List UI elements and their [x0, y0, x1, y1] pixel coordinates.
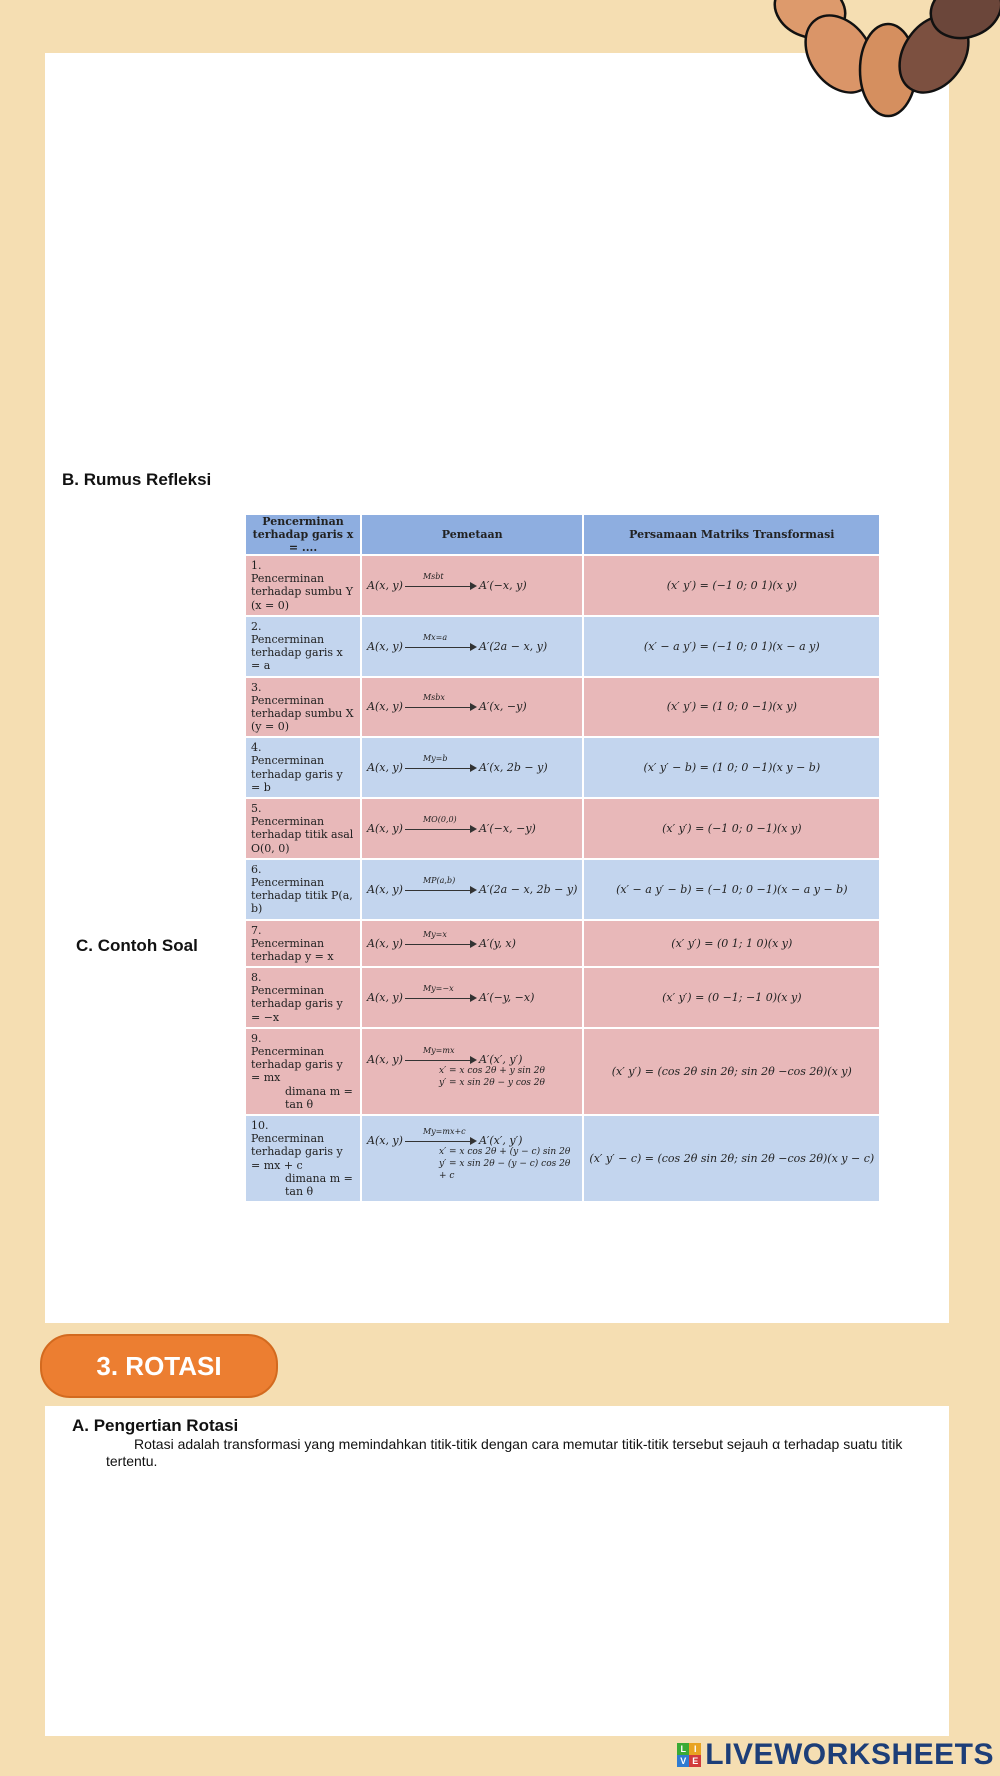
col-header-matriks: Persamaan Matriks Transformasi	[584, 515, 879, 554]
map-from: A(x, y)	[367, 882, 403, 896]
map-from: A(x, y)	[367, 578, 403, 592]
matrix-formula: (x′ y′ − b) = (1 0; 0 −1)(x y − b)	[643, 761, 821, 775]
row-number: 2.	[251, 619, 262, 633]
matrix-formula: (x′ − a y′ − b) = (−1 0; 0 −1)(x − a y − b)	[616, 882, 848, 896]
table-row	[246, 678, 879, 737]
arrow-icon	[405, 983, 477, 1003]
map-from: A(x, y)	[367, 761, 403, 775]
map-from: A(x, y)	[367, 821, 403, 835]
cell-matriks	[584, 738, 879, 797]
row-number: 7.	[251, 923, 262, 937]
row-number: 6.	[251, 862, 262, 876]
cell-pencerminan	[246, 678, 360, 737]
cell-matriks	[584, 678, 879, 737]
cell-pencerminan	[246, 968, 360, 1027]
map-to: A′(x′, y′)	[478, 1053, 523, 1067]
row-number: 3.	[251, 680, 262, 694]
map-operator: MP(a,b)	[422, 875, 456, 885]
row-label: Pencerminan terhadap garis y = −x	[251, 984, 343, 1024]
row-number: 5.	[251, 802, 262, 815]
map-to: A′(x, 2b − y)	[478, 761, 548, 775]
cell-pencerminan	[246, 738, 360, 797]
col-header-pemetaan: Pemetaan	[362, 515, 582, 554]
arrow-icon	[405, 754, 477, 773]
cell-pemetaan	[362, 556, 582, 615]
row-number: 10.	[251, 1118, 269, 1132]
map-operator: Msbx	[422, 693, 445, 703]
row-number: 9.	[251, 1031, 262, 1045]
map-sub-y: y′ = x sin 2θ − y cos 2θ	[439, 1077, 545, 1088]
table-body	[246, 556, 879, 1201]
cell-pencerminan	[246, 860, 360, 919]
arrow-icon	[405, 814, 477, 834]
arrow-icon	[405, 875, 477, 895]
brand-logo-icon	[677, 1743, 701, 1767]
map-from: A(x, y)	[367, 936, 403, 950]
arrow-icon	[405, 571, 477, 591]
row-number: 1.	[251, 559, 262, 572]
matrix-formula: (x′ y′ − c) = (cos 2θ sin 2θ; sin 2θ −cos 2θ)(x y − c)	[589, 1152, 875, 1165]
row-label: Pencerminan terhadap titik P(a, b)	[251, 875, 353, 916]
map-to: A′(2a − x, y)	[478, 639, 548, 653]
rotasi-description: Rotasi adalah transformasi yang memindahkan titik-titik dengan cara memutar titik-titik tersebut sejauh α terhadap suatu titik tertentu.	[106, 1436, 903, 1469]
cell-matriks	[584, 1029, 879, 1114]
matrix-formula: (x′ y′) = (1 0; 0 −1)(x y)	[666, 700, 797, 714]
arrow-icon	[405, 1127, 477, 1146]
map-from: A(x, y)	[367, 639, 403, 653]
row-label: Pencerminan terhadap garis y = b	[251, 754, 343, 794]
row-number: 4.	[251, 741, 262, 755]
map-to: A′(2a − x, 2b − y)	[478, 882, 578, 896]
rotasi-title-badge: 3. ROTASI	[40, 1334, 278, 1398]
matrix-formula: (x′ y′) = (−1 0; 0 −1)(x y)	[662, 821, 802, 835]
cell-matriks	[584, 799, 879, 858]
map-operator: Mx=a	[422, 632, 448, 642]
table-row	[246, 1116, 879, 1201]
map-from: A(x, y)	[367, 1053, 403, 1067]
flower-decoration-icon	[770, 0, 1000, 119]
row-label: Pencerminan terhadap y = x	[251, 936, 334, 963]
cell-matriks	[584, 556, 879, 615]
map-to: A′(−x, −y)	[478, 821, 536, 835]
cell-matriks	[584, 1116, 879, 1201]
table-row	[246, 968, 879, 1027]
table-row	[246, 921, 879, 967]
col-header-pencerminan: Pencerminan terhadap garis x = ....	[246, 515, 360, 554]
table-row	[246, 799, 879, 858]
section-c-heading: C. Contoh Soal	[76, 936, 198, 955]
map-to: A′(−y, −x)	[478, 990, 535, 1004]
cell-matriks	[584, 968, 879, 1027]
arrow-icon	[405, 632, 477, 652]
row-condition: dimana m = tan θ	[285, 1084, 353, 1111]
cell-matriks	[584, 921, 879, 967]
cell-pencerminan	[246, 1029, 360, 1114]
map-to: A′(x, −y)	[478, 700, 527, 714]
cell-pemetaan	[362, 799, 582, 858]
matrix-formula: (x′ y′) = (−1 0; 0 1)(x y)	[666, 578, 797, 592]
cell-pencerminan	[246, 921, 360, 967]
map-to: A′(y, x)	[478, 936, 516, 950]
cell-matriks	[584, 860, 879, 919]
table-row	[246, 860, 879, 919]
map-operator: My=mx	[422, 1046, 455, 1056]
map-to: A′(x′, y′)	[478, 1134, 523, 1148]
arrow-icon	[405, 693, 477, 712]
map-operator: My=x	[422, 929, 447, 939]
table-row	[246, 556, 879, 615]
map-from: A(x, y)	[367, 990, 403, 1004]
map-operator: My=mx+c	[422, 1127, 466, 1137]
map-operator: MO(0,0)	[422, 814, 457, 824]
map-operator: Msbt	[422, 571, 444, 581]
map-from: A(x, y)	[367, 1134, 403, 1148]
map-operator: My=b	[422, 754, 448, 764]
matrix-formula: (x′ y′) = (cos 2θ sin 2θ; sin 2θ −cos 2θ)(x y)	[611, 1064, 852, 1078]
row-label: Pencerminan terhadap titik asal O(0, 0)	[251, 815, 354, 855]
arrow-icon	[405, 1046, 477, 1065]
row-number: 8.	[251, 971, 262, 985]
map-from: A(x, y)	[367, 700, 403, 714]
logo-letter-i: I	[689, 1743, 701, 1755]
cell-pemetaan	[362, 860, 582, 919]
map-sub-y: y′ = x sin 2θ − (y − c) cos 2θ + c	[439, 1159, 571, 1181]
reflection-table	[244, 513, 881, 1203]
cell-pemetaan	[362, 617, 582, 676]
cell-pemetaan	[362, 921, 582, 967]
section-b-heading: B. Rumus Refleksi	[62, 470, 212, 489]
table-row	[246, 1029, 879, 1114]
cell-pemetaan	[362, 738, 582, 797]
table-row	[246, 617, 879, 676]
logo-letter-v: V	[677, 1755, 689, 1767]
row-label: Pencerminan terhadap garis y = mx + c	[251, 1132, 343, 1172]
row-label: Pencerminan terhadap sumbu X (y = 0)	[251, 693, 354, 734]
cell-pemetaan	[362, 678, 582, 737]
map-sub-x: x′ = x cos 2θ + (y − c) sin 2θ	[439, 1147, 571, 1158]
row-label: Pencerminan terhadap garis y = mx	[251, 1045, 343, 1085]
row-condition: dimana m = tan θ	[285, 1171, 353, 1198]
cell-pencerminan	[246, 1116, 360, 1201]
row-label: Pencerminan terhadap sumbu Y (x = 0)	[251, 572, 354, 612]
arrow-icon	[405, 929, 477, 949]
rotasi-subheading: A. Pengertian Rotasi	[72, 1416, 239, 1435]
cell-pencerminan	[246, 556, 360, 615]
cell-matriks	[584, 617, 879, 676]
logo-letter-l: L	[677, 1743, 689, 1755]
brand-text: LIVEWORKSHEETS	[705, 1738, 994, 1771]
cell-pemetaan	[362, 1116, 582, 1201]
map-operator: My=−x	[422, 983, 454, 993]
matrix-formula: (x′ y′) = (0 1; 1 0)(x y)	[671, 936, 793, 950]
map-sub-x: x′ = x cos 2θ + y sin 2θ	[439, 1066, 545, 1077]
cell-pemetaan	[362, 968, 582, 1027]
row-label: Pencerminan terhadap garis x = a	[251, 632, 343, 673]
matrix-formula: (x′ − a y′) = (−1 0; 0 1)(x − a y)	[643, 639, 820, 653]
logo-letter-e: E	[689, 1755, 701, 1767]
map-to: A′(−x, y)	[478, 578, 527, 592]
table-row	[246, 738, 879, 797]
matrix-formula: (x′ y′) = (0 −1; −1 0)(x y)	[662, 990, 802, 1004]
cell-pencerminan	[246, 617, 360, 676]
liveworksheets-brand[interactable]	[677, 1738, 994, 1772]
cell-pencerminan	[246, 799, 360, 858]
cell-pemetaan	[362, 1029, 582, 1114]
